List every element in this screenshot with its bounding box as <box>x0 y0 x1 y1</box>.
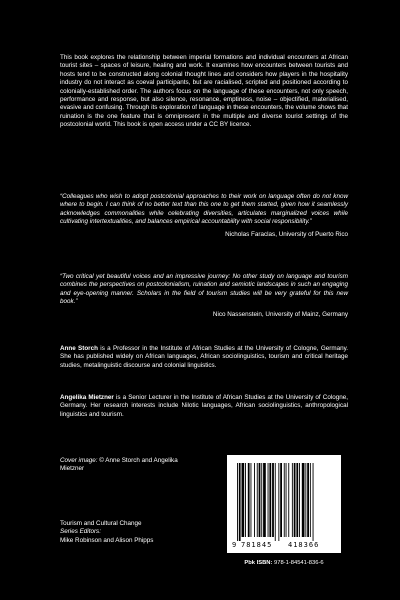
cover-image-credit <box>60 457 200 474</box>
barcode-bar <box>280 463 282 537</box>
barcode-bar <box>292 463 293 537</box>
series-editors: Mike Robinson and Alison Phipps <box>60 536 154 544</box>
isbn-label: Pbk ISBN: <box>244 560 273 566</box>
cover-credit-text: © Anne Storch and Angelika Mietzner <box>60 457 178 473</box>
series-editors-label: Series Editors: <box>60 528 101 536</box>
barcode-bar <box>299 463 300 537</box>
barcode-bars <box>237 463 314 541</box>
review-quote-1 <box>60 193 348 239</box>
review-attribution: Nico Nassenstein, University of Mainz, Germany <box>212 310 348 318</box>
barcode-digits-group-2: 418366 <box>288 541 320 549</box>
barcode-bar <box>248 463 250 537</box>
author-name: Angelika Mietzner <box>60 394 114 401</box>
book-blurb: This book explores the relationship between imperial formations and individual encounters at African tourist sites – spaces of leisure, healing and work. It examines how encounters between tourists and hosts tend to be constructed along colonial thought lines and considers how players in the hospitality industry do not interact as coeval participants, but are racialised, scripted and positioned according to colonially-established order. The authors focus on the language of these encounters, not only speech, performance and response, but also silence, resonance, emptiness, noise – objectified, materialised, evasive and confusing. Through its exploration of language in these encounters, the volume shows that ruination is the one feature that is omnipresent in the multiple and diverse tourist settings of the postcolonial world. This book is open access under a CC BY licence. <box>60 54 348 129</box>
barcode-bar <box>268 463 269 537</box>
series-info <box>60 520 220 545</box>
barcode-bar <box>254 463 255 537</box>
isbn-number: 978-1-84541-836-6 <box>272 560 324 566</box>
isbn-barcode <box>227 455 341 553</box>
barcode-bar <box>307 463 309 537</box>
review-text: “Colleagues who wish to adopt postcolonial approaches to their work on language often do not know where to begin. I can think of no better text than this one to get them started, given how it seamlessly acknowledges commonalities while celebrating diversities, articulates marginalized voices while cultivating intertextualities, and balances empirical accountability with social responsibility.” <box>60 193 348 226</box>
series-title: Tourism and Cultural Change <box>60 520 142 527</box>
barcode-bar <box>263 463 266 537</box>
barcode-bar <box>261 463 262 537</box>
barcode-bar <box>296 463 298 537</box>
cover-credit-label: Cover image: <box>60 457 98 464</box>
author-bio-2 <box>60 394 348 419</box>
barcode-bar <box>286 463 287 537</box>
review-quote-2 <box>60 273 348 319</box>
barcode-bar <box>310 463 311 537</box>
barcode-bar <box>251 463 252 537</box>
barcode-bar <box>237 463 238 541</box>
barcode-bar <box>284 463 285 537</box>
barcode-bar <box>245 463 246 537</box>
review-attribution: Nicholas Faraclas, University of Puerto Rico <box>225 230 348 238</box>
barcode-bar <box>269 463 271 537</box>
barcode-digits-group-1: 781845 <box>241 541 273 549</box>
barcode-bar <box>302 463 305 537</box>
author-bio-text: is a Senior Lecturer in the Institute of African Studies at the University of Cologne, Germany. Her research interests include Nilotic languages, African sociolinguistics, anthropological linguistics and tourism. <box>60 394 348 418</box>
barcode-bar <box>278 463 279 541</box>
barcode-bar <box>239 463 241 541</box>
isbn-line <box>227 560 341 567</box>
barcode-bar <box>272 463 274 537</box>
barcode-bar <box>242 463 245 537</box>
barcode-bar <box>257 463 258 537</box>
author-bio-text: is a Professor in the Institute of African Studies at the University of Cologne, Germany. She has published widely on African languages, African sociolinguistics, tourism and critical heritage studies, metalinguistic discourse and colonial linguistics. <box>60 345 349 369</box>
barcode-bar <box>313 463 314 541</box>
barcode-bar <box>305 463 306 537</box>
author-bio-1 <box>60 345 348 370</box>
barcode-bar <box>294 463 296 537</box>
barcode-bar <box>259 463 261 537</box>
barcode-graphic <box>227 455 341 553</box>
review-text: “Two critical yet beautiful voices and an impressive journey: No other study on language and tourism combines the perspectives on postcolonialism, ruination and semiotic landscapes in such an engaging and eye-opening manner. Scholars in the field of tourism studies will be very grateful for this new book.” <box>60 273 348 306</box>
barcode-bar <box>275 463 276 541</box>
barcode-first-digit: 9 <box>232 541 237 549</box>
author-name: Anne Storch <box>60 345 98 352</box>
barcode-bar <box>288 463 289 537</box>
